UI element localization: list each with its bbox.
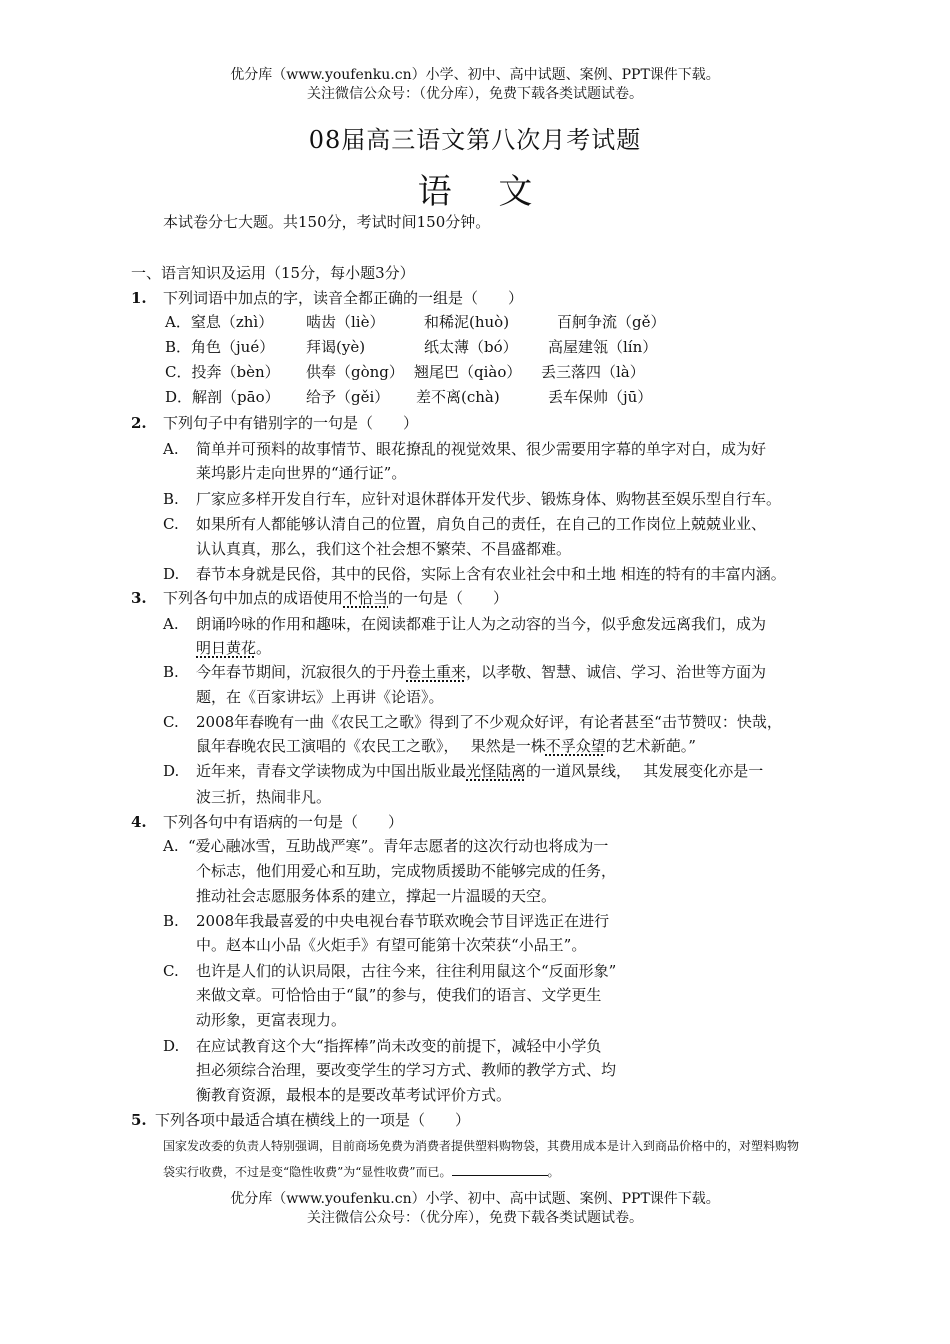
q5-passage-2-text: 袋实行收费，不过是变“隐性收费”为“显性收费”而已。 xyxy=(163,1165,452,1179)
q3-c-text-1: 2008年春晚有一曲《农民工之歌》得到了不少观众好评，有论者甚至“击节赞叹：快哉， xyxy=(196,713,782,731)
q1-a-2: 啮齿（liè） xyxy=(306,313,385,331)
exam-intro: 本试卷分七大题。共150分，考试时间150分钟。 xyxy=(163,213,491,231)
q3-number: 3. xyxy=(131,589,147,607)
page-footer xyxy=(0,1190,950,1228)
q1-c-4: 丢三落四（là） xyxy=(541,363,645,381)
q2-a-text-2: 莱坞影片走向世界的“通行证”。 xyxy=(196,464,407,482)
q1-c-2: 供奉（gòng） xyxy=(306,363,404,381)
q4-number: 4. xyxy=(131,813,147,831)
q2-d-text-1: 春节本身就是民俗，其中的民俗，实际上含有农业社会中和土地 相连的特有的丰富内涵。 xyxy=(196,565,786,583)
q3-b-label: B. xyxy=(163,663,179,681)
q1-d-3: 差不离(chà) xyxy=(416,388,500,406)
q2-b-label: B. xyxy=(163,490,179,508)
q1-a-3: 和稀泥(huò) xyxy=(424,313,510,331)
q3-b-text-1 xyxy=(196,662,766,682)
q1-b-1: B．角色（jué） xyxy=(165,338,275,356)
q5-number: 5. xyxy=(131,1111,147,1129)
q1-b-2: 拜谒(yè) xyxy=(306,338,366,356)
section-heading-1: 一、语言知识及运用（15分，每小题3分） xyxy=(131,264,415,282)
q3-c-pre: 鼠年春晚农民工演唱的《农民工之歌》， 果然是一株 xyxy=(196,737,546,755)
q4-b-text-2: 中。赵本山小品《火炬手》有望可能第十次荣获“小品王”。 xyxy=(196,936,587,954)
q5-passage-2-end: 。 xyxy=(547,1165,560,1179)
q3-b-dotted: 卷土重来 xyxy=(406,663,467,681)
q3-d-dotted: 光怪陆离 xyxy=(466,762,527,780)
q4-a-text-3: 推动社会志愿服务体系的建立，撑起一片温暖的天空。 xyxy=(196,887,557,905)
subject-title: 语 文 xyxy=(417,172,551,212)
q3-c-text-2 xyxy=(196,736,696,756)
q3-d-text-2: 波三折，热闹非凡。 xyxy=(196,788,332,806)
q4-c-text-3: 动形象，更富表现力。 xyxy=(196,1011,347,1029)
footer-line-1: 优分库（www.youfenku.cn）小学、初中、高中试题、案例、PPT课件下载。 xyxy=(230,1191,720,1207)
q3-a-dotted: 明日黄花 xyxy=(196,639,257,657)
q4-b-text-1: 2008年我最喜爱的中央电视台春节联欢晚会节目评选正在进行 xyxy=(196,912,610,930)
q4-d-text-3: 衡教育资源，最根本的是要改革考试评价方式。 xyxy=(196,1086,512,1104)
q1-c-1: C．投奔（bèn） xyxy=(165,363,280,381)
q3-c-label: C. xyxy=(163,713,179,731)
q3-a-text-1: 朗诵吟咏的作用和趣味，在阅读都难于让人为之动容的当今，似乎愈发远离我们，成为 xyxy=(196,615,767,633)
q3-d-label: D. xyxy=(163,762,180,780)
q2-a-text-1: 简单并可预料的故事情节、眼花撩乱的视觉效果、很少需要用字幕的单字对白，成为好 xyxy=(196,440,767,458)
header-line-2: 关注微信公众号：（优分库），免费下载各类试题试卷。 xyxy=(307,86,643,102)
q5-stem: 下列各项中最适合填在横线上的一项是（ ） xyxy=(155,1111,471,1129)
q1-b-4: 高屋建瓴（lín） xyxy=(548,338,658,356)
q1-d-2: 给予（gěi） xyxy=(306,388,390,406)
footer-line-2: 关注微信公众号：（优分库），免费下载各类试题试卷。 xyxy=(307,1210,643,1226)
q3-d-text-1 xyxy=(196,761,763,781)
q2-stem: 下列句子中有错别字的一句是（ ） xyxy=(163,414,419,432)
q2-a-label: A. xyxy=(163,440,179,458)
exam-title: 08届高三语文第八次月考试题 xyxy=(308,126,642,154)
page-header xyxy=(0,66,950,104)
q4-a-label: A. xyxy=(163,837,179,855)
q4-a-text-2: 个标志，他们用爱心和互助，完成物质援助不能够完成的任务， xyxy=(196,862,617,880)
q1-a-4: 百舸争流（gě） xyxy=(557,313,666,331)
q1-d-1: D．解剖（pāo） xyxy=(165,388,280,406)
q3-stem xyxy=(163,588,508,608)
q2-c-text-2: 认认真真，那么，我们这个社会想不繁荣、不昌盛都难。 xyxy=(196,540,572,558)
q3-c-dotted: 不孚众望 xyxy=(545,737,606,755)
q4-a-text-1: “爱心融冰雪，互助战严寒”。青年志愿者的这次行动也将成为一 xyxy=(188,837,609,855)
q3-stem-dotted: 不恰当 xyxy=(343,589,389,607)
q2-c-label: C. xyxy=(163,515,179,533)
q1-number: 1. xyxy=(131,289,147,307)
q3-a-text-2-end: 。 xyxy=(256,639,272,657)
q4-d-text-1: 在应试教育这个大“指挥棒”尚未改变的前提下，减轻中小学负 xyxy=(196,1037,602,1055)
q3-stem-post: 的一句是（ ） xyxy=(388,589,509,607)
q2-c-text-1: 如果所有人都能够认清自己的位置，肩负自己的责任，在自己的工作岗位上兢兢业业、 xyxy=(196,515,767,533)
q4-d-text-2: 担必须综合治理，要改变学生的学习方式、教师的教学方式、均 xyxy=(196,1061,617,1079)
q1-c-3: 翘尾巴（qiào） xyxy=(414,363,522,381)
q3-d-pre: 近年来，青春文学读物成为中国出版业最 xyxy=(196,762,467,780)
q3-a-label: A. xyxy=(163,615,179,633)
q3-d-post: 的一道风景线， 其发展变化亦是一 xyxy=(526,762,764,780)
q1-a-1: A．窒息（zhì） xyxy=(165,313,274,331)
q1-d-4: 丢车保帅（jū） xyxy=(548,388,653,406)
q3-b-pre: 今年春节期间，沉寂很久的于丹 xyxy=(196,663,407,681)
q4-c-label: C. xyxy=(163,962,179,980)
q5-passage-2 xyxy=(163,1162,560,1182)
q2-d-label: D. xyxy=(163,565,180,583)
q4-stem: 下列各句中有语病的一句是（ ） xyxy=(163,813,404,831)
q4-c-text-1: 也许是人们的认识局限，古往今来，往往利用鼠这个“反面形象” xyxy=(196,962,617,980)
q4-c-text-2: 来做文章。可恰恰由于“鼠”的参与，使我们的语言、文学更生 xyxy=(196,986,602,1004)
q5-answer-blank[interactable] xyxy=(452,1163,548,1176)
q3-b-post: ，以孝敬、智慧、诚信、学习、治世等方面为 xyxy=(466,663,767,681)
header-line-1: 优分库（www.youfenku.cn）小学、初中、高中试题、案例、PPT课件下载。 xyxy=(230,67,720,83)
q3-c-post: 的艺术新葩。” xyxy=(605,737,696,755)
q4-b-label: B. xyxy=(163,912,179,930)
q1-b-3: 纸太薄（bó） xyxy=(424,338,518,356)
q3-b-text-2: 题，在《百家讲坛》上再讲《论语》。 xyxy=(196,688,444,706)
q3-a-text-2 xyxy=(196,638,271,658)
q3-stem-pre: 下列各句中加点的成语使用 xyxy=(163,589,344,607)
q2-b-text-1: 厂家应多样开发自行车，应针对退休群体开发代步、锻炼身体、购物甚至娱乐型自行车。 xyxy=(196,490,782,508)
q4-d-label: D. xyxy=(163,1037,180,1055)
q2-number: 2. xyxy=(131,414,147,432)
q5-passage-1: 国家发改委的负责人特别强调，目前商场免费为消费者提供塑料购物袋，其费用成本是计入到商品价格中的，对塑料购物 xyxy=(163,1139,800,1153)
q1-stem: 下列词语中加点的字，读音全都正确的一组是（ ） xyxy=(163,289,524,307)
